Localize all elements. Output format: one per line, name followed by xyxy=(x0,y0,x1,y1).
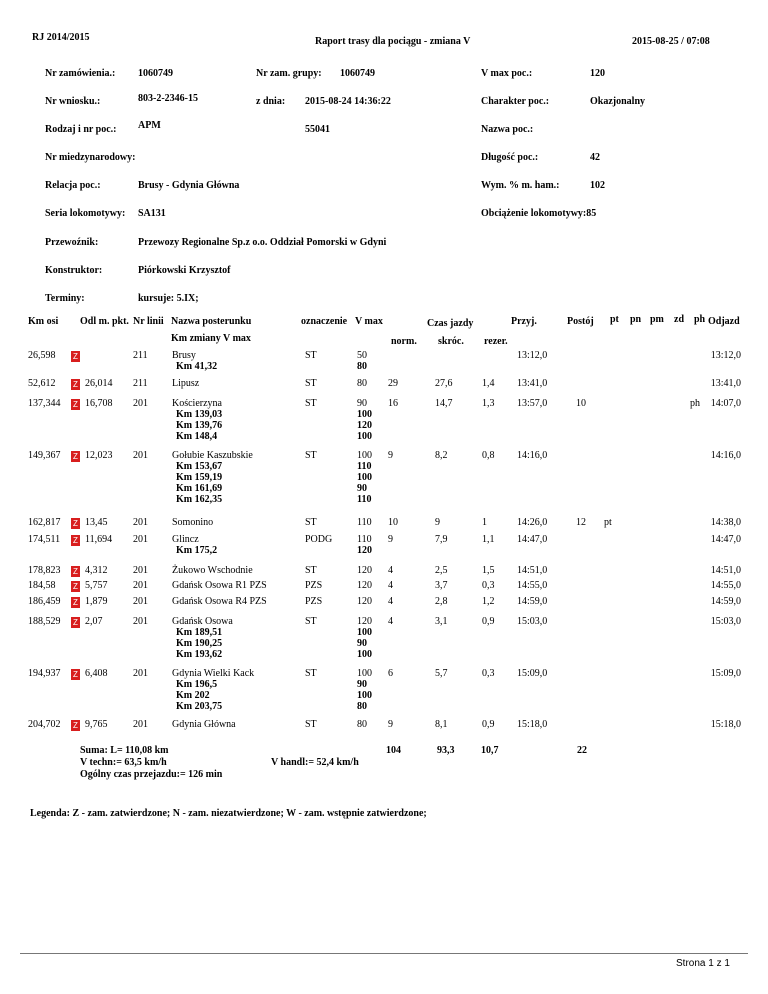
czas-skroc: 3,1 xyxy=(435,616,448,627)
nazwa-posterunku: Kościerzyna xyxy=(172,398,222,409)
przyjazd: 15:18,0 xyxy=(517,719,548,730)
zdnia-label: z dnia: xyxy=(256,96,286,107)
vmax-value: 90 xyxy=(357,398,367,409)
odjazd: 14:55,0 xyxy=(710,580,741,591)
km-zmiany: Km 162,35 xyxy=(176,494,223,505)
vmax-value: 80 xyxy=(357,701,367,712)
przyjazd: 13:41,0 xyxy=(517,378,548,389)
przyjazd: 13:12,0 xyxy=(517,350,548,361)
nr-wniosku-value: 803-2-2346-15 xyxy=(138,93,198,104)
col-km-osi: Km osi xyxy=(28,316,59,327)
rodzaj-value: APM xyxy=(138,120,161,131)
summary-vtechn: V techn:= 63,5 km/h xyxy=(80,757,167,768)
nr-linii: 201 xyxy=(133,616,148,627)
nr-zam-label: Nr zamówienia.: xyxy=(45,68,116,79)
czas-norm: 9 xyxy=(388,534,393,545)
km-zmiany: Km 193,62 xyxy=(176,649,223,660)
czas-skroc: 5,7 xyxy=(435,668,448,679)
odl-m-pkt: 4,312 xyxy=(85,565,108,576)
przyjazd: 15:09,0 xyxy=(517,668,548,679)
przyjazd: 14:16,0 xyxy=(517,450,548,461)
col-pt: pt xyxy=(610,314,619,325)
vmax-value: 120 xyxy=(357,580,372,591)
czas-rezer: 1 xyxy=(482,517,487,528)
odjazd: 14:38,0 xyxy=(710,517,741,528)
col-nazwa: Nazwa posterunku xyxy=(171,316,252,327)
vmax-value: 100 xyxy=(357,431,372,442)
vmax-value: 110 xyxy=(357,517,372,528)
nazwa-posterunku: Glincz xyxy=(172,534,199,545)
z-status-marker: Z xyxy=(71,720,80,731)
vmax-value: 100 xyxy=(357,409,372,420)
vmax-label: V max poc.: xyxy=(481,68,533,79)
dlugosc-label: Długość poc.: xyxy=(481,152,539,163)
col-ph: ph xyxy=(694,314,706,325)
przyjazd: 13:57,0 xyxy=(517,398,548,409)
czas-norm: 6 xyxy=(388,668,393,679)
vmax-value: 120 xyxy=(357,545,372,556)
nr-poc-value: 55041 xyxy=(305,124,330,135)
odjazd: 14:51,0 xyxy=(710,565,741,576)
km-osi: 26,598 xyxy=(28,350,56,361)
nr-linii: 201 xyxy=(133,565,148,576)
col-pn: pn xyxy=(630,314,642,325)
km-zmiany: Km 202 xyxy=(176,690,210,701)
czas-skroc: 8,1 xyxy=(435,719,448,730)
przyjazd: 14:55,0 xyxy=(517,580,548,591)
km-osi: 184,58 xyxy=(28,580,56,591)
report-period: RJ 2014/2015 xyxy=(32,32,90,43)
nr-linii: 211 xyxy=(133,350,148,361)
km-zmiany: Km 41,32 xyxy=(176,361,218,372)
nazwa-posterunku: Gdańsk Osowa R1 PZS xyxy=(172,580,267,591)
nr-zam-value: 1060749 xyxy=(138,68,173,79)
vmax-value: 100 xyxy=(357,472,372,483)
czas-rezer: 1,5 xyxy=(482,565,495,576)
z-status-marker: Z xyxy=(71,379,80,390)
nr-linii: 201 xyxy=(133,719,148,730)
odjazd: 15:03,0 xyxy=(710,616,741,627)
przyjazd: 14:47,0 xyxy=(517,534,548,545)
relacja-label: Relacja poc.: xyxy=(45,180,101,191)
czas-rezer: 0,3 xyxy=(482,668,495,679)
czas-norm: 9 xyxy=(388,450,393,461)
oznaczenie: ST xyxy=(305,378,317,389)
z-status-marker: Z xyxy=(71,535,80,546)
odjazd: 14:16,0 xyxy=(710,450,741,461)
z-status-marker: Z xyxy=(71,617,80,628)
km-osi: 194,937 xyxy=(28,668,61,679)
oznaczenie: ST xyxy=(305,565,317,576)
nr-linii: 201 xyxy=(133,534,148,545)
odl-m-pkt: 2,07 xyxy=(85,616,103,627)
summary-suma: Suma: L= 110,08 km xyxy=(80,745,169,756)
odl-m-pkt: 11,694 xyxy=(85,534,113,545)
summary-czas: Ogólny czas przejazdu:= 126 min xyxy=(80,769,223,780)
odjazd: 13:12,0 xyxy=(710,350,741,361)
czas-skroc: 2,5 xyxy=(435,565,448,576)
czas-skroc: 8,2 xyxy=(435,450,448,461)
km-zmiany: Km 196,5 xyxy=(176,679,218,690)
col-odjazd: Odjazd xyxy=(708,316,740,327)
czas-norm: 4 xyxy=(388,596,393,607)
czas-norm: 4 xyxy=(388,565,393,576)
km-zmiany: Km 139,03 xyxy=(176,409,223,420)
konstruktor-label: Konstruktor: xyxy=(45,265,103,276)
czas-rezer: 1,1 xyxy=(482,534,495,545)
czas-norm: 4 xyxy=(388,580,393,591)
postoj: 12 xyxy=(576,517,586,528)
seria-label: Seria lokomotywy: xyxy=(45,208,126,219)
czas-skroc: 14,7 xyxy=(435,398,453,409)
z-status-marker: Z xyxy=(71,399,80,410)
czas-skroc: 7,9 xyxy=(435,534,448,545)
oznaczenie: ST xyxy=(305,668,317,679)
przyjazd: 15:03,0 xyxy=(517,616,548,627)
km-osi: 188,529 xyxy=(28,616,61,627)
czas-norm: 29 xyxy=(388,378,398,389)
czas-norm: 10 xyxy=(388,517,398,528)
z-status-marker: Z xyxy=(71,581,80,592)
czas-rezer: 1,2 xyxy=(482,596,495,607)
dlugosc-value: 42 xyxy=(590,152,600,163)
z-status-marker: Z xyxy=(71,566,80,577)
przyjazd: 14:51,0 xyxy=(517,565,548,576)
postoj: 10 xyxy=(576,398,586,409)
col-odl: Odl m. pkt. xyxy=(80,316,129,327)
vmax-value: 100 xyxy=(357,668,372,679)
col-pm: pm xyxy=(650,314,664,325)
nr-linii: 211 xyxy=(133,378,148,389)
z-status-marker: Z xyxy=(71,351,80,362)
przyjazd: 14:59,0 xyxy=(517,596,548,607)
charakter-value: Okazjonalny xyxy=(590,96,646,107)
odjazd: 14:59,0 xyxy=(710,596,741,607)
col-oznaczenie: oznaczenie xyxy=(301,316,348,327)
km-zmiany: Km 159,19 xyxy=(176,472,223,483)
vmax-value: 50 xyxy=(357,350,367,361)
summary-postoj: 22 xyxy=(577,745,587,756)
col-rezer: rezer. xyxy=(484,336,508,347)
vmax-value: 120 xyxy=(357,616,372,627)
summary-norm: 104 xyxy=(386,745,401,756)
czas-norm: 9 xyxy=(388,719,393,730)
col-skroc: skróc. xyxy=(438,336,464,347)
col-postoj: Postój xyxy=(567,316,594,327)
vmax-value: 110 xyxy=(357,534,372,545)
czas-rezer: 0,8 xyxy=(482,450,495,461)
terminy-label: Terminy: xyxy=(45,293,85,304)
relacja-value: Brusy - Gdynia Główna xyxy=(138,180,240,191)
vmax-value: 100 xyxy=(357,690,372,701)
oznaczenie: ST xyxy=(305,517,317,528)
report-title: Raport trasy dla pociągu - zmiana V xyxy=(315,36,471,47)
rodzaj-label: Rodzaj i nr poc.: xyxy=(45,124,117,135)
odl-m-pkt: 9,765 xyxy=(85,719,108,730)
czas-norm: 4 xyxy=(388,616,393,627)
nazwa-posterunku: Brusy xyxy=(172,350,196,361)
oznaczenie: ST xyxy=(305,398,317,409)
nazwa-posterunku: Gdańsk Osowa xyxy=(172,616,233,627)
km-zmiany: Km 203,75 xyxy=(176,701,223,712)
z-status-marker: Z xyxy=(71,518,80,529)
odl-m-pkt: 5,757 xyxy=(85,580,108,591)
legend: Legenda: Z - zam. zatwierdzone; N - zam. niezatwierdzone; W - zam. wstępnie zatwierdzone; xyxy=(30,808,427,819)
nr-grupy-label: Nr zam. grupy: xyxy=(256,68,322,79)
vmax-value: 90 xyxy=(357,638,367,649)
przewoznik-label: Przewoźnik: xyxy=(45,237,99,248)
odl-m-pkt: 26,014 xyxy=(85,378,113,389)
km-osi: 149,367 xyxy=(28,450,61,461)
km-osi: 52,612 xyxy=(28,378,56,389)
vmax-value: 80 xyxy=(357,378,367,389)
km-osi: 204,702 xyxy=(28,719,61,730)
summary-skroc: 93,3 xyxy=(437,745,455,756)
odjazd: 14:07,0 xyxy=(710,398,741,409)
z-status-marker: Z xyxy=(71,597,80,608)
km-osi: 174,511 xyxy=(28,534,61,545)
oznaczenie: ST xyxy=(305,616,317,627)
flag-pt: pt xyxy=(604,517,612,528)
odjazd: 15:18,0 xyxy=(710,719,741,730)
oznaczenie: PODG xyxy=(305,534,333,545)
col-km-zmiany: Km zmiany V max xyxy=(171,333,251,344)
odjazd: 14:47,0 xyxy=(710,534,741,545)
col-zd: zd xyxy=(674,314,684,325)
km-zmiany: Km 190,25 xyxy=(176,638,223,649)
summary-vhandl: V handl:= 52,4 km/h xyxy=(271,757,359,768)
oznaczenie: ST xyxy=(305,350,317,361)
odl-m-pkt: 6,408 xyxy=(85,668,108,679)
km-osi: 137,344 xyxy=(28,398,61,409)
konstruktor-value: Piórkowski Krzysztof xyxy=(138,265,231,276)
wym-label: Wym. % m. ham.: xyxy=(481,180,560,191)
km-osi: 162,817 xyxy=(28,517,61,528)
vmax-value: 80 xyxy=(357,361,367,372)
nr-linii: 201 xyxy=(133,596,148,607)
odjazd: 13:41,0 xyxy=(710,378,741,389)
obciazenie-value: Obciążenie lokomotywy:85 xyxy=(481,208,597,219)
col-norm: norm. xyxy=(391,336,417,347)
z-status-marker: Z xyxy=(71,451,80,462)
z-status-marker: Z xyxy=(71,669,80,680)
col-nr-linii: Nr linii xyxy=(133,316,164,327)
nazwa-posterunku: Gdynia Wielki Kack xyxy=(172,668,255,679)
km-osi: 186,459 xyxy=(28,596,61,607)
km-zmiany: Km 153,67 xyxy=(176,461,223,472)
miedzynarodowy-label: Nr miedzynarodowy: xyxy=(45,152,136,163)
vmax-value: 120 xyxy=(590,68,605,79)
czas-rezer: 0,9 xyxy=(482,719,495,730)
summary-rezer: 10,7 xyxy=(481,745,499,756)
nazwa-poc-label: Nazwa poc.: xyxy=(481,124,534,135)
vmax-value: 120 xyxy=(357,565,372,576)
nazwa-posterunku: Żukowo Wschodnie xyxy=(172,565,253,576)
nr-linii: 201 xyxy=(133,517,148,528)
odjazd: 15:09,0 xyxy=(710,668,741,679)
oznaczenie: ST xyxy=(305,450,317,461)
oznaczenie: ST xyxy=(305,719,317,730)
km-zmiany: Km 139,76 xyxy=(176,420,223,431)
flag-ph: ph xyxy=(690,398,700,409)
nr-linii: 201 xyxy=(133,398,148,409)
km-zmiany: Km 161,69 xyxy=(176,483,223,494)
oznaczenie: PZS xyxy=(305,580,323,591)
vmax-value: 90 xyxy=(357,679,367,690)
czas-rezer: 1,3 xyxy=(482,398,495,409)
vmax-value: 110 xyxy=(357,494,372,505)
nazwa-posterunku: Gdańsk Osowa R4 PZS xyxy=(172,596,267,607)
terminy-value: kursuje: 5.IX; xyxy=(138,293,199,304)
nazwa-posterunku: Gdynia Główna xyxy=(172,719,236,730)
report-datetime: 2015-08-25 / 07:08 xyxy=(632,36,710,47)
czas-skroc: 9 xyxy=(435,517,440,528)
seria-value: SA131 xyxy=(138,208,166,219)
nr-linii: 201 xyxy=(133,668,148,679)
oznaczenie: PZS xyxy=(305,596,323,607)
vmax-value: 100 xyxy=(357,450,372,461)
km-zmiany: Km 175,2 xyxy=(176,545,218,556)
odl-m-pkt: 16,708 xyxy=(85,398,113,409)
nr-linii: 201 xyxy=(133,580,148,591)
wym-value: 102 xyxy=(590,180,605,191)
vmax-value: 100 xyxy=(357,649,372,660)
nr-wniosku-label: Nr wniosku.: xyxy=(45,96,101,107)
km-zmiany: Km 189,51 xyxy=(176,627,223,638)
odl-m-pkt: 12,023 xyxy=(85,450,113,461)
col-czas-jazdy: Czas jazdy xyxy=(427,318,474,329)
czas-skroc: 2,8 xyxy=(435,596,448,607)
zdnia-value: 2015-08-24 14:36:22 xyxy=(305,96,391,107)
czas-skroc: 27,6 xyxy=(435,378,453,389)
nazwa-posterunku: Somonino xyxy=(172,517,214,528)
col-przyj: Przyj. xyxy=(511,316,537,327)
czas-norm: 16 xyxy=(388,398,398,409)
col-vmax: V max xyxy=(355,316,383,327)
charakter-label: Charakter poc.: xyxy=(481,96,550,107)
czas-rezer: 0,9 xyxy=(482,616,495,627)
przewoznik-value: Przewozy Regionalne Sp.z o.o. Oddział Pomorski w Gdyni xyxy=(138,237,387,248)
nazwa-posterunku: Gołubie Kaszubskie xyxy=(172,450,253,461)
footer-divider xyxy=(20,953,748,954)
vmax-value: 90 xyxy=(357,483,367,494)
km-osi: 178,823 xyxy=(28,565,61,576)
czas-skroc: 3,7 xyxy=(435,580,448,591)
czas-rezer: 0,3 xyxy=(482,580,495,591)
page-number: Strona 1 z 1 xyxy=(676,958,730,969)
przyjazd: 14:26,0 xyxy=(517,517,548,528)
vmax-value: 120 xyxy=(357,596,372,607)
nazwa-posterunku: Lipusz xyxy=(172,378,200,389)
vmax-value: 110 xyxy=(357,461,372,472)
nr-grupy-value: 1060749 xyxy=(340,68,375,79)
czas-rezer: 1,4 xyxy=(482,378,495,389)
vmax-value: 100 xyxy=(357,627,372,638)
km-zmiany: Km 148,4 xyxy=(176,431,218,442)
odl-m-pkt: 13,45 xyxy=(85,517,108,528)
odl-m-pkt: 1,879 xyxy=(85,596,108,607)
nr-linii: 201 xyxy=(133,450,148,461)
vmax-value: 120 xyxy=(357,420,372,431)
vmax-value: 80 xyxy=(357,719,367,730)
